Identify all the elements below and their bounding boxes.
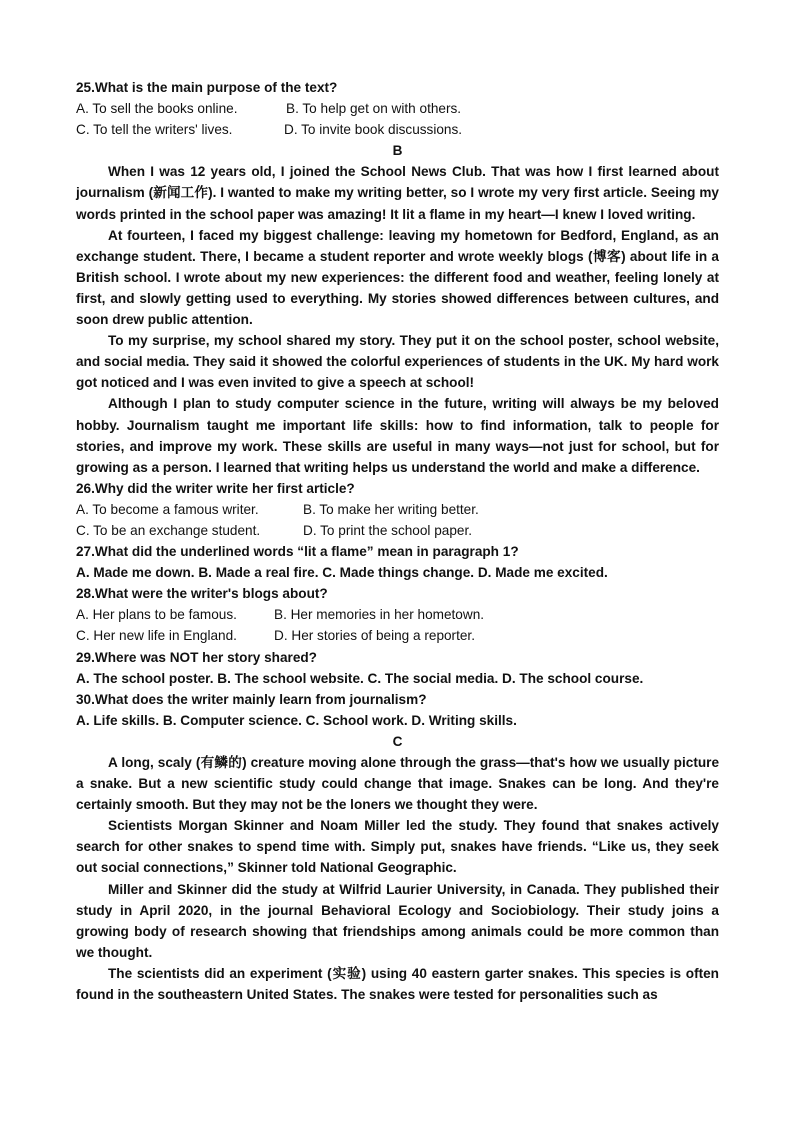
option-28-c: C. Her new life in England. [76, 628, 237, 644]
question-29: 29.Where was NOT her story shared? [76, 649, 317, 665]
options-28-row1 [76, 604, 719, 625]
option-26-c: C. To be an exchange student. [76, 522, 261, 538]
option-28-d: D. Her stories of being a reporter. [274, 628, 475, 644]
section-c-paragraph-1: A long, scaly (有鳞的) creature moving alone through the grass—that's how we usually picture a snake. But a new scientific study could change that image. Snakes can be long. And they're certainly smooth. But they may not be the loners we thought they were. [76, 755, 719, 813]
question-27: 27.What did the underlined words “lit a flame” mean in paragraph 1? [76, 544, 519, 560]
question-26: 26.Why did the writer write her first article? [76, 480, 355, 496]
option-25-a: A. To sell the books online. [76, 101, 238, 117]
options-29: A. The school poster. B. The school website. C. The social media. D. The school course. [76, 670, 644, 686]
option-26-a: A. To become a famous writer. [76, 501, 259, 517]
section-c-heading: C [392, 733, 403, 749]
section-c-paragraph-3: Miller and Skinner did the study at Wilfrid Laurier University, in Canada. They published their study in April 2020, in the journal Behavioral Ecology and Sociobiology. Their study joins a growing body of research showing that friendships among animals could be more common than we thought. [76, 881, 719, 960]
options-28-row2 [76, 625, 719, 646]
option-28-a: A. Her plans to be famous. [76, 607, 237, 623]
section-b-paragraph-1: When I was 12 years old, I joined the School News Club. That was how I first learned about journalism (新闻工作). I wanted to make my writing better, so I wrote my very first article. Seeing my words printed in the school paper was amazing! It lit a flame in my heart—I knew I loved writing. [76, 164, 719, 222]
option-25-c: C. To tell the writers' lives. [76, 122, 233, 138]
section-b-paragraph-2: At fourteen, I faced my biggest challenge: leaving my hometown for Bedford, England, as an exchange student. There, I became a student reporter and wrote weekly blogs (博客) about life in a British school. I wrote about my new experiences: the different food and weather, feeling lonely at first, and slowly getting used to everything. My stories showed differences between cultures, and soon drew public attention. [76, 227, 719, 328]
options-25-row1 [76, 98, 719, 119]
question-30: 30.What does the writer mainly learn from journalism? [76, 691, 427, 707]
section-c-paragraph-4: The scientists did an experiment (实验) using 40 eastern garter snakes. This species is often found in the southeastern United States. The snakes were tested for personalities such as [76, 965, 719, 1003]
options-30: A. Life skills. B. Computer science. C. School work. D. Writing skills. [76, 712, 517, 728]
option-25-b: B. To help get on with others. [286, 101, 462, 117]
options-26-row1 [76, 499, 719, 520]
section-b-paragraph-3: To my surprise, my school shared my story. They put it on the school poster, school website, and social media. They said it showed the colorful experiences of students in the UK. My hard work got noticed and I was even invited to give a speech at school! [76, 333, 719, 391]
section-b-heading: B [392, 143, 403, 159]
options-27: A. Made me down. B. Made a real fire. C. Made things change. D. Made me excited. [76, 565, 608, 581]
question-28: 28.What were the writer's blogs about? [76, 586, 328, 602]
option-28-b: B. Her memories in her hometown. [274, 607, 485, 623]
option-25-d: D. To invite book discussions. [284, 122, 463, 138]
question-25: 25.What is the main purpose of the text? [76, 80, 338, 95]
options-25-row2 [76, 119, 719, 140]
options-26-row2 [76, 520, 719, 541]
document-page [76, 77, 719, 1005]
section-b-paragraph-4: Although I plan to study computer science in the future, writing will always be my beloved hobby. Journalism taught me important life skills: how to find information, talk to people for stories, and improve my work. These skills are useful in many ways—not just for school, but for growing as a person. I learned that writing helps us understand the world and make a difference. [76, 396, 719, 475]
section-c-paragraph-2: Scientists Morgan Skinner and Noam Miller led the study. They found that snakes actively search for other snakes to spend time with. Simply put, snakes have friends. “Like us, they seek out social connections,” Skinner told National Geographic. [76, 818, 719, 876]
option-26-d: D. To print the school paper. [303, 522, 473, 538]
option-26-b: B. To make her writing better. [303, 501, 479, 517]
